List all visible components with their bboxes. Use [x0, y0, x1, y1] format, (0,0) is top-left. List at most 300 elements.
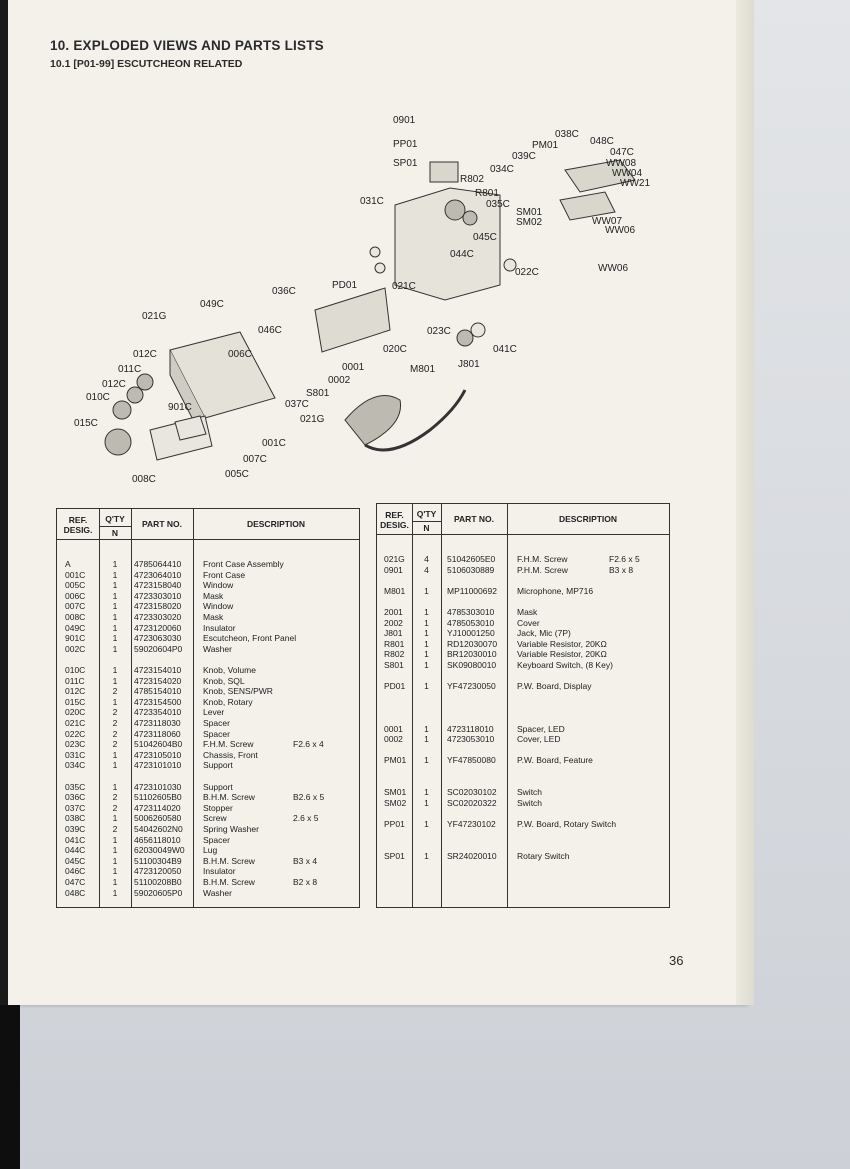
row-part-no: 59020604P0	[134, 643, 183, 654]
table-row	[57, 760, 359, 771]
row-part-no: 4723064010	[134, 569, 182, 580]
row-qty: 1	[112, 622, 118, 633]
row-ref: 037C	[65, 802, 86, 813]
row-ref: 020C	[65, 707, 86, 718]
table-row	[57, 792, 359, 803]
row-description: B.H.M. Screw	[203, 877, 255, 887]
table-row	[377, 798, 669, 809]
row-spec: B2 x 8	[293, 877, 318, 887]
row-part-no: 5006260580	[134, 813, 182, 824]
row-qty: 1	[424, 850, 429, 861]
row-ref: 0001	[384, 723, 403, 734]
table-row	[57, 750, 359, 761]
row-description: Screw	[203, 813, 227, 824]
row-ref: 010C	[65, 665, 86, 675]
svg-text:006C: 006C	[228, 349, 252, 360]
table-row	[57, 665, 359, 676]
row-description: P.W. Board, Feature	[517, 755, 593, 766]
row-spec: B2.6 x 5	[293, 792, 325, 803]
row-qty: 1	[112, 612, 118, 622]
row-qty: 1	[424, 660, 429, 670]
row-ref: 041C	[65, 834, 86, 845]
svg-text:034C: 034C	[490, 164, 514, 175]
svg-text:021G: 021G	[300, 414, 325, 425]
table-row	[57, 856, 359, 867]
table-row	[377, 681, 669, 692]
row-part-no: 4785053010	[447, 617, 495, 628]
table-row	[377, 724, 669, 735]
row-qty: 1	[112, 749, 118, 760]
row-qty: 4	[424, 554, 429, 564]
svg-text:R802: R802	[460, 174, 484, 185]
row-ref: 008C	[65, 612, 86, 622]
row-part-no: 4723120060	[134, 622, 182, 633]
table-row	[377, 628, 669, 639]
svg-text:047C: 047C	[610, 147, 634, 158]
row-description: Microphone, MP716	[517, 585, 594, 596]
svg-text:SM02: SM02	[516, 217, 543, 228]
row-qty: 1	[112, 845, 118, 856]
table-row	[57, 644, 359, 655]
row-description: Knob, SENS/PWR	[203, 686, 273, 697]
row-qty: 1	[424, 787, 429, 798]
row-description: Knob, SQL	[203, 675, 245, 686]
table-row	[377, 819, 669, 830]
row-ref: 047C	[65, 877, 86, 887]
row-description: Spacer	[203, 728, 230, 739]
row-qty: 1	[112, 855, 118, 866]
row-ref: R802	[384, 649, 405, 660]
row-ref: 031C	[65, 749, 86, 760]
svg-text:015C: 015C	[74, 418, 98, 429]
table-row	[57, 813, 359, 824]
row-part-no: YJ10001250	[447, 628, 495, 639]
row-ref: 012C	[65, 686, 86, 697]
row-ref: 023C	[65, 739, 86, 750]
svg-text:0901: 0901	[393, 115, 416, 126]
svg-text:037C: 037C	[285, 399, 309, 410]
svg-text:WW08: WW08	[606, 158, 636, 169]
row-ref: M801	[384, 585, 406, 596]
table-row	[377, 808, 669, 819]
table-row	[57, 782, 359, 793]
table-row	[57, 803, 359, 814]
table-row	[57, 623, 359, 634]
svg-text:021C: 021C	[392, 281, 416, 292]
page-number: 36	[669, 953, 684, 968]
page-edge	[736, 0, 754, 1005]
row-qty: 1	[424, 734, 429, 745]
header-part-no: PART NO.	[454, 514, 494, 524]
row-part-no: 4723118030	[134, 718, 181, 728]
row-part-no: 5106030889	[447, 564, 495, 575]
table-row	[57, 771, 359, 782]
row-ref: 002C	[65, 643, 86, 654]
row-part-no: 54042602N0	[134, 824, 183, 834]
svg-text:005C: 005C	[225, 469, 249, 480]
row-qty: 2	[112, 792, 118, 803]
svg-text:S801: S801	[306, 388, 330, 399]
table-row	[377, 851, 669, 862]
row-description: F.H.M. Screw	[203, 739, 254, 750]
table-header	[57, 509, 359, 540]
row-qty: 1	[112, 590, 118, 601]
svg-text:007C: 007C	[243, 454, 267, 465]
table-row	[57, 601, 359, 612]
svg-text:041C: 041C	[493, 344, 517, 355]
row-part-no: SK09080010	[447, 660, 497, 670]
row-part-no: 4723154010	[134, 665, 182, 675]
row-ref: R801	[384, 638, 405, 649]
row-qty: 2	[112, 802, 118, 813]
row-description: Support	[203, 781, 233, 792]
row-qty: 1	[424, 638, 429, 649]
svg-text:046C: 046C	[258, 325, 282, 336]
row-ref: 048C	[65, 887, 86, 898]
row-description: Mask	[203, 590, 224, 601]
row-part-no: 4723105010	[134, 749, 182, 760]
subsection-title: 10.1 [P01-99] ESCUTCHEON RELATED	[50, 58, 243, 70]
row-description: Front Case Assembly	[203, 559, 284, 569]
svg-text:PD01: PD01	[332, 280, 358, 291]
table-row	[377, 777, 669, 788]
row-qty: 2	[112, 728, 118, 739]
svg-text:008C: 008C	[132, 474, 156, 485]
table-row	[57, 654, 359, 665]
row-part-no: SC02020322	[447, 797, 497, 808]
table-row	[377, 565, 669, 576]
parts-table-right	[376, 503, 670, 908]
row-ref: 901C	[65, 633, 86, 644]
svg-text:SP01: SP01	[393, 158, 418, 169]
row-ref: PM01	[384, 755, 407, 766]
row-ref: 039C	[65, 824, 86, 834]
svg-text:023C: 023C	[427, 326, 451, 337]
row-qty: 1	[424, 585, 429, 596]
table-row	[377, 734, 669, 745]
svg-text:WW04: WW04	[612, 168, 642, 179]
svg-text:036C: 036C	[272, 286, 296, 297]
svg-text:011C: 011C	[118, 364, 142, 375]
table-row	[57, 580, 359, 591]
table-row	[377, 830, 669, 841]
row-description: Knob, Volume	[203, 665, 256, 675]
table-row	[377, 702, 669, 713]
table-row	[57, 866, 359, 877]
row-description: Chassis, Front	[203, 749, 258, 760]
row-description: P.W. Board, Rotary Switch	[517, 819, 617, 829]
row-ref: 021C	[65, 718, 86, 728]
row-description: Jack, Mic (7P)	[517, 628, 571, 639]
header-ref: REF. DESIG.	[380, 510, 409, 530]
table-row	[377, 840, 669, 851]
row-ref: 001C	[65, 569, 86, 580]
row-qty: 1	[112, 569, 118, 580]
svg-text:020C: 020C	[383, 344, 407, 355]
table-row	[57, 559, 359, 570]
table-row	[377, 639, 669, 650]
row-part-no: 4723303020	[134, 612, 182, 622]
row-ref: 015C	[65, 696, 86, 707]
table-row	[57, 835, 359, 846]
row-description: B.H.M. Screw	[203, 855, 255, 866]
row-part-no: 51102605B0	[134, 792, 182, 803]
header-qty: Q'TY	[416, 509, 437, 519]
row-part-no: 51042605E0	[447, 554, 496, 564]
row-qty: 1	[112, 813, 118, 824]
row-qty: 1	[112, 601, 118, 612]
row-ref: 034C	[65, 760, 86, 771]
row-description: Spacer	[203, 834, 230, 845]
row-ref: 007C	[65, 601, 86, 612]
table-row	[57, 718, 359, 729]
row-part-no: SR24020010	[447, 850, 497, 861]
row-ref: 044C	[65, 845, 86, 856]
row-part-no: 51100208B0	[134, 877, 182, 887]
svg-text:049C: 049C	[200, 299, 224, 310]
row-ref: 045C	[65, 855, 86, 866]
row-part-no: 4785154010	[134, 686, 182, 697]
row-ref: 049C	[65, 622, 86, 633]
row-spec: B3 x 4	[293, 855, 318, 866]
table-header	[377, 504, 669, 535]
row-part-no: 4723118010	[447, 723, 494, 734]
svg-text:R801: R801	[475, 188, 499, 199]
table-row	[377, 618, 669, 629]
row-qty: 4	[424, 564, 429, 575]
row-description: Keyboard Switch, (8 Key)	[517, 660, 613, 670]
svg-text:045C: 045C	[473, 232, 497, 243]
svg-text:PM01: PM01	[532, 140, 559, 151]
row-qty: 1	[424, 628, 429, 639]
row-ref: J801	[384, 628, 403, 639]
table-row	[377, 607, 669, 618]
row-description: Insulator	[203, 866, 236, 877]
row-ref: S801	[384, 660, 404, 670]
row-qty: 1	[112, 887, 118, 898]
row-part-no: MP11000692	[447, 585, 497, 596]
row-part-no: YF47850080	[447, 755, 496, 766]
row-ref: SM01	[384, 787, 407, 798]
header-description: DESCRIPTION	[246, 519, 306, 529]
row-part-no: 4723114020	[134, 802, 181, 813]
row-spec: F2.6 x 5	[609, 554, 640, 564]
row-description: Support	[203, 760, 233, 771]
qty-divider	[412, 521, 441, 522]
row-part-no: 51100304B9	[134, 855, 182, 866]
qty-divider	[99, 526, 131, 527]
row-part-no: 51042604B0	[134, 739, 183, 750]
row-part-no: 4785064410	[134, 559, 182, 569]
table-row	[57, 697, 359, 708]
row-part-no: 4656118010	[134, 834, 181, 845]
row-description: Mask	[517, 607, 538, 617]
row-qty: 1	[424, 607, 429, 617]
row-ref: 038C	[65, 813, 86, 824]
table-row	[57, 824, 359, 835]
row-description: Cover, LED	[517, 734, 561, 745]
row-part-no: YF47230102	[447, 819, 496, 829]
svg-text:M801: M801	[410, 364, 436, 375]
header-part-no: PART NO.	[142, 519, 182, 529]
table-row	[57, 591, 359, 602]
table-row	[57, 729, 359, 740]
svg-text:WW06: WW06	[598, 263, 628, 274]
row-description: Switch	[517, 797, 543, 808]
table-row	[377, 671, 669, 682]
row-qty: 1	[112, 580, 118, 591]
table-row	[377, 692, 669, 703]
row-description: P.W. Board, Display	[517, 681, 592, 692]
row-qty: 1	[112, 696, 118, 707]
row-qty: 1	[424, 797, 429, 808]
parts-table-left	[56, 508, 360, 908]
row-description: Front Case	[203, 569, 246, 580]
row-description: Lug	[203, 845, 218, 856]
svg-text:012C: 012C	[133, 349, 157, 360]
row-qty: 1	[112, 675, 118, 686]
table-row	[57, 570, 359, 581]
row-description: Escutcheon, Front Panel	[203, 633, 297, 644]
row-part-no: SC02030102	[447, 787, 497, 798]
row-description: Switch	[517, 787, 543, 798]
row-description: Spacer	[203, 718, 230, 728]
table-row	[377, 787, 669, 798]
row-ref: 036C	[65, 792, 86, 803]
row-qty: 1	[112, 633, 118, 644]
row-ref: SM02	[384, 797, 407, 808]
header-description: DESCRIPTION	[558, 514, 618, 524]
row-qty: 1	[424, 819, 429, 829]
row-qty: 1	[424, 723, 429, 734]
row-part-no: 4723354010	[134, 707, 182, 718]
svg-text:SM01: SM01	[516, 207, 543, 218]
binding-strip	[0, 0, 8, 1169]
svg-text:WW06: WW06	[605, 225, 635, 236]
svg-text:048C: 048C	[590, 136, 614, 147]
row-qty: 1	[112, 877, 118, 887]
table-row	[377, 596, 669, 607]
row-part-no: RD12030070	[447, 638, 498, 649]
svg-text:0002: 0002	[328, 375, 351, 386]
row-description: Spring Washer	[203, 824, 259, 834]
row-description: Stopper	[203, 802, 233, 813]
svg-text:035C: 035C	[486, 199, 510, 210]
row-qty: 1	[112, 643, 118, 654]
svg-text:0001: 0001	[342, 362, 365, 373]
table-row	[57, 845, 359, 856]
table-row	[377, 713, 669, 724]
row-description: P.H.M. Screw	[517, 564, 568, 575]
row-part-no: 4723101010	[134, 760, 182, 771]
row-description: B.H.M. Screw	[203, 792, 255, 803]
table-row	[377, 745, 669, 756]
svg-text:901C: 901C	[168, 402, 192, 413]
svg-text:WW21: WW21	[620, 178, 650, 189]
svg-text:WW07: WW07	[592, 216, 622, 227]
row-spec: 2.6 x 5	[293, 813, 319, 824]
row-qty: 2	[112, 824, 118, 834]
table-row	[377, 554, 669, 565]
table-row	[57, 877, 359, 888]
row-qty: 2	[112, 686, 118, 697]
table-row	[57, 686, 359, 697]
table-row	[57, 707, 359, 718]
row-qty: 1	[424, 649, 429, 660]
row-ref: 0002	[384, 734, 403, 745]
row-ref: 0901	[384, 564, 403, 575]
svg-text:038C: 038C	[555, 129, 579, 140]
row-description: F.H.M. Screw	[517, 554, 568, 564]
table-row	[57, 739, 359, 750]
row-spec: B3 x 8	[609, 564, 634, 575]
row-ref: 011C	[65, 675, 85, 686]
header-qty: Q'TY	[105, 514, 125, 524]
row-qty: 2	[112, 718, 118, 728]
row-ref: 006C	[65, 590, 86, 601]
row-ref: A	[65, 559, 71, 569]
svg-text:022C: 022C	[515, 267, 539, 278]
header-ref: REF. DESIG.	[63, 515, 93, 535]
row-description: Washer	[203, 643, 232, 654]
row-part-no: 59020605P0	[134, 887, 183, 898]
row-part-no: 4723158020	[134, 601, 182, 612]
row-description: Mask	[203, 612, 224, 622]
row-qty: 1	[112, 834, 118, 845]
row-description: Window	[203, 580, 234, 591]
row-part-no: 4723154020	[134, 675, 182, 686]
svg-text:J801: J801	[458, 359, 480, 370]
table-row	[57, 612, 359, 623]
row-description: Variable Resistor, 20KΩ	[517, 649, 607, 660]
row-qty: 1	[424, 617, 429, 628]
row-part-no: 4723158040	[134, 580, 182, 591]
row-part-no: 4723120050	[134, 866, 182, 877]
row-qty: 1	[112, 665, 118, 675]
row-description: Knob, Rotary	[203, 696, 253, 707]
binding-shadow	[0, 1005, 20, 1169]
row-part-no: 4723053010	[447, 734, 495, 745]
row-description: Washer	[203, 887, 232, 898]
row-description: Insulator	[203, 622, 236, 633]
row-ref: 2002	[384, 617, 403, 628]
row-description: Lever	[203, 707, 225, 718]
table-row	[377, 586, 669, 597]
svg-text:001C: 001C	[262, 438, 286, 449]
row-part-no: 4723063030	[134, 633, 182, 644]
row-ref: 2001	[384, 607, 403, 617]
svg-text:PP01: PP01	[393, 139, 418, 150]
row-part-no: YF47230050	[447, 681, 496, 692]
row-ref: PD01	[384, 681, 406, 692]
section-title: 10. EXPLODED VIEWS AND PARTS LISTS	[50, 38, 324, 53]
row-part-no: 4723154500	[134, 696, 182, 707]
row-part-no: 4785303010	[447, 607, 495, 617]
header-n: N	[423, 523, 430, 533]
svg-text:021G: 021G	[142, 311, 167, 322]
row-qty: 1	[424, 755, 429, 766]
table-row	[377, 649, 669, 660]
table-row	[377, 755, 669, 766]
row-ref: 022C	[65, 728, 86, 739]
table-row	[57, 676, 359, 687]
svg-text:044C: 044C	[450, 249, 474, 260]
row-spec: F2.6 x 4	[293, 739, 324, 750]
row-qty: 1	[424, 681, 429, 692]
row-part-no: 4723303010	[134, 590, 182, 601]
row-description: Cover	[517, 617, 540, 628]
row-ref: 046C	[65, 866, 86, 877]
